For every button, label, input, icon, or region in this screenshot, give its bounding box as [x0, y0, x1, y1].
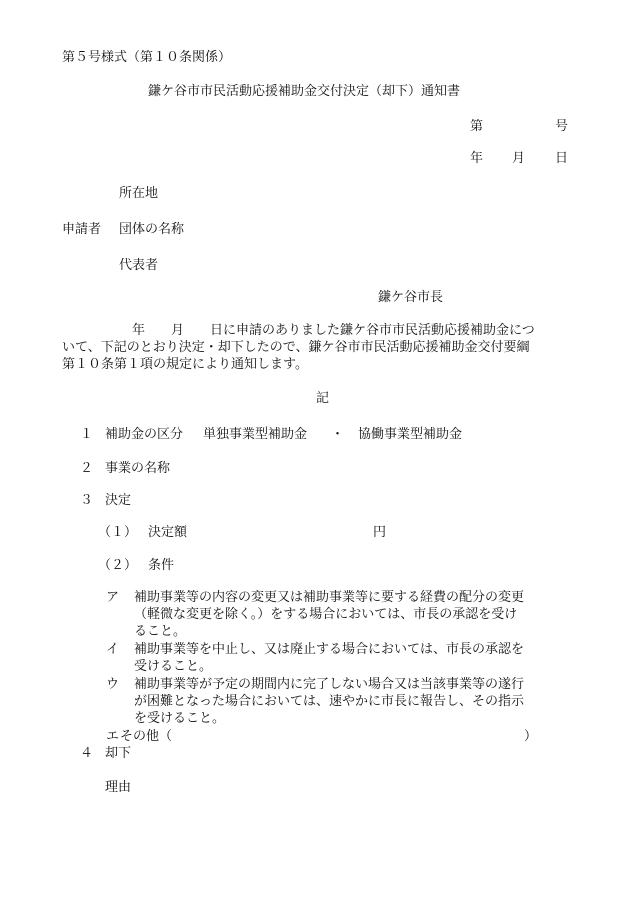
- sub1-number: （１）: [98, 525, 138, 540]
- item1-separator: ・: [331, 427, 345, 442]
- item3-label: 決定: [105, 493, 132, 508]
- org-name-label: 団体の名称: [119, 222, 185, 237]
- date-year: 年: [470, 151, 484, 166]
- doc-number-prefix: 第: [470, 119, 484, 134]
- sub1-label: 決定額: [148, 525, 188, 540]
- item2-number: ２: [80, 461, 94, 476]
- sub2-number: （２）: [98, 558, 138, 573]
- item1-number: １: [80, 427, 94, 442]
- body-line-3: 第１０条第１項の規定により通知します。: [62, 357, 308, 372]
- condition-a-line2: （軽微な変更を除く。）をする場合においては、市長の承認を受け: [134, 607, 518, 622]
- item1-option-single: 単独事業型補助金: [203, 427, 308, 442]
- doc-number-suffix: 号: [555, 119, 569, 134]
- item1-option-cooperative: 協働事業型補助金: [358, 427, 463, 442]
- representative-label: 代表者: [119, 258, 159, 273]
- condition-e-close: ）: [524, 729, 538, 744]
- condition-i-line1: 補助事業等を中止し、又は廃止する場合においては、市長の承認を: [134, 642, 525, 657]
- date-month: 月: [512, 151, 526, 166]
- address-label: 所在地: [119, 186, 159, 201]
- condition-u-line3: を受けること。: [134, 711, 226, 726]
- issuer-name: 鎌ケ谷市長: [378, 290, 444, 305]
- condition-a-mark: ア: [106, 590, 120, 605]
- sub2-label: 条件: [148, 558, 175, 573]
- form-number: 第５号様式（第１０条関係）: [62, 50, 232, 65]
- document-title: 鎌ケ谷市市民活動応援補助金交付決定（却下）通知書: [148, 84, 461, 99]
- date-day: 日: [555, 151, 569, 166]
- condition-a-line1: 補助事業等の内容の変更又は補助事業等に要する経費の配分の変更: [134, 590, 525, 605]
- item4-label: 却下: [105, 746, 132, 761]
- condition-a-line3: ること。: [134, 624, 187, 639]
- condition-e-mark: エ: [106, 729, 120, 744]
- item4-number: ４: [80, 746, 94, 761]
- ki-heading: 記: [316, 391, 330, 406]
- body-line-2: いて、下記のとおり決定・却下したので、鎌ケ谷市市民活動応援補助金交付要綱: [62, 340, 530, 355]
- item1-label: 補助金の区分: [105, 427, 184, 442]
- condition-e-label: その他（: [120, 729, 173, 744]
- applicant-role-label: 申請者: [62, 222, 102, 237]
- condition-i-line2: 受けること。: [134, 659, 213, 674]
- condition-u-line2: が困難となった場合においては、速やかに市長に報告し、その指示: [134, 694, 525, 709]
- condition-i-mark: イ: [106, 642, 120, 657]
- sub1-unit: 円: [373, 525, 387, 540]
- item2-label: 事業の名称: [105, 461, 171, 476]
- body-text: [62, 322, 570, 373]
- body-line-1: 年 月 日に申請のありました鎌ケ谷市市民活動応援補助金につ: [132, 323, 535, 338]
- item3-number: ３: [80, 493, 94, 508]
- reason-label: 理由: [105, 780, 132, 795]
- condition-u-mark: ウ: [106, 677, 120, 692]
- condition-u-line1: 補助事業等が予定の期間内に完了しない場合又は当該事業等の遂行: [134, 677, 525, 692]
